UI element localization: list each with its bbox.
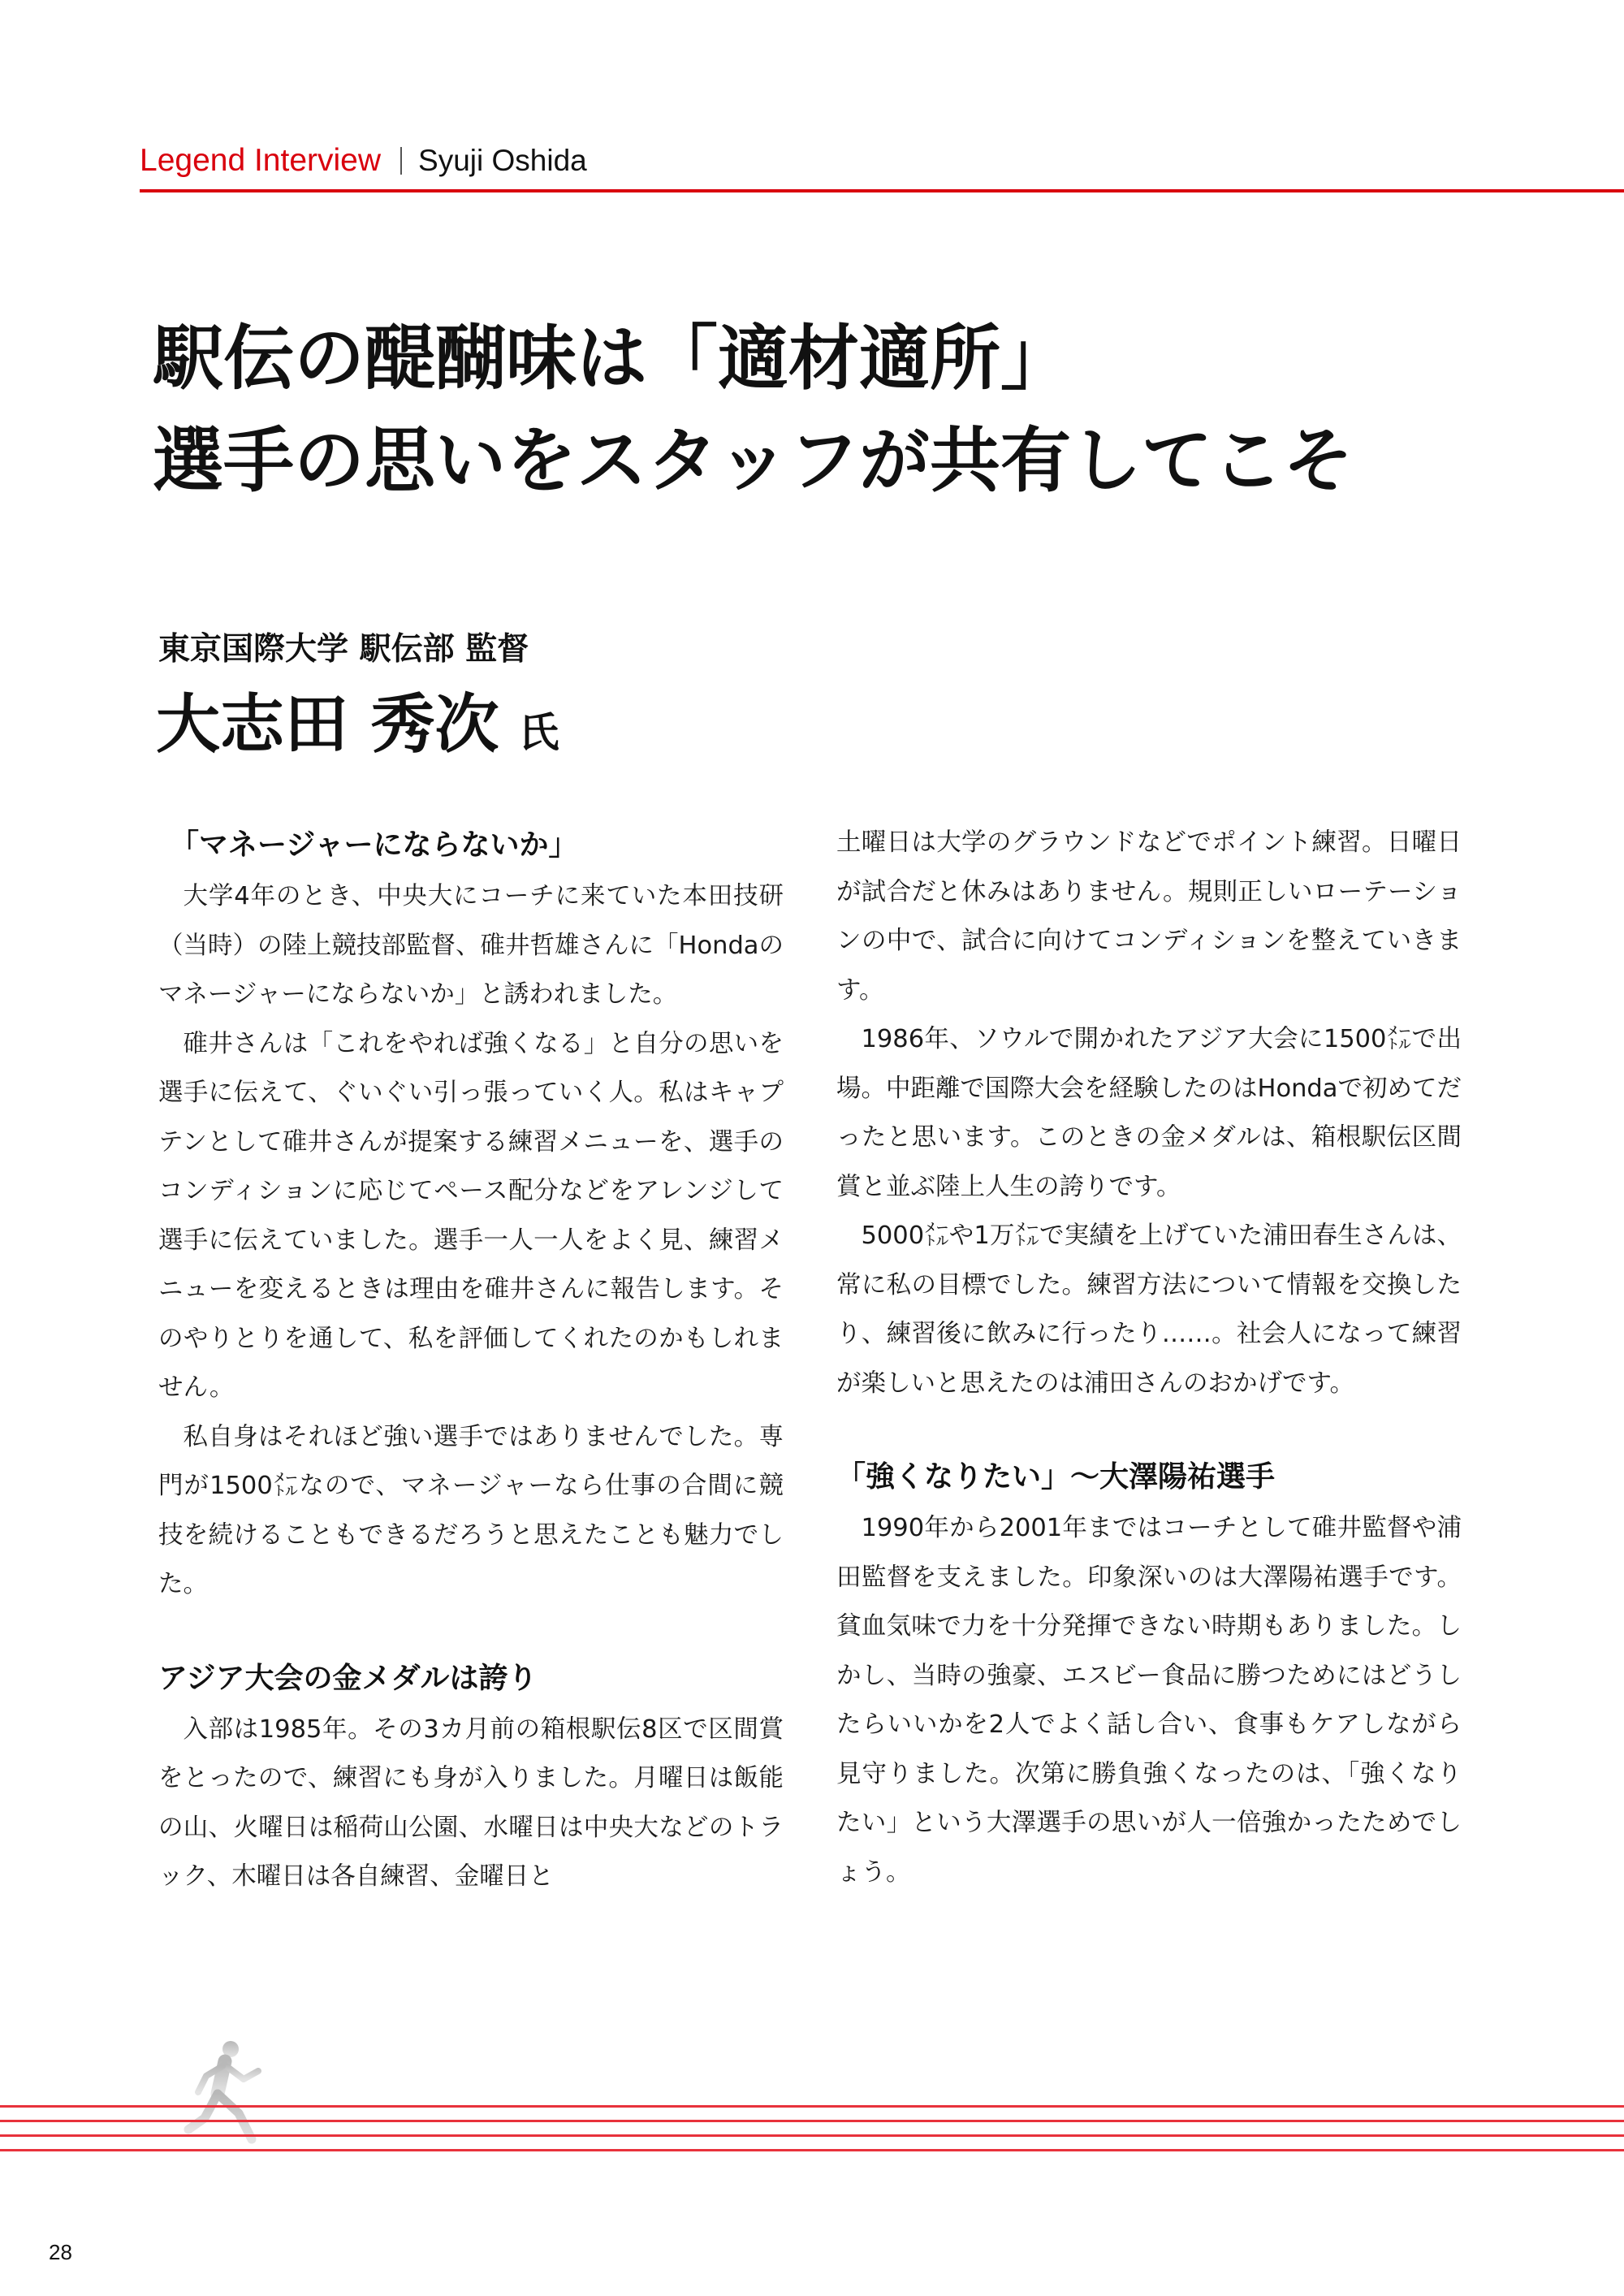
- section-gap: [836, 1408, 1462, 1451]
- body-paragraph: 土曜日は大学のグラウンドなどでポイント練習。日曜日が試合だと休みはありません。規則正しいローテーションの中で、試合に向けてコンディションを整えていきます。: [836, 828, 1462, 1005]
- track-line: [0, 2105, 1624, 2108]
- section-gap: [158, 1610, 784, 1652]
- body-paragraph: 1986年、ソウルで開かれたアジア大会に1500㍍で出場。中距離で国際大会を経験したのはHondaで初めてだったと思います。このときの金メダルは、箱根駅伝区間賞と並ぶ陸上人生の誇りです。: [836, 1025, 1462, 1201]
- section-heading: アジア大会の金メダルは誇り: [158, 1661, 538, 1695]
- interviewee-romanized-name: Syuji Oshida: [418, 144, 587, 177]
- body-paragraph: 碓井さんは「これをやれば強くなる」と自分の思いを選手に伝えて、ぐいぐい引っ張っていく人。私はキャプテンとして碓井さんが提案する練習メニューを、選手のコンディションに応じてペース配分などをアレンジして選手に伝えていました。選手一人一人をよく見、練習メニューを変えるときは理由を碓井さんに報告します。そのやりとりを通して、私を評価してくれたのかもしれません。: [158, 1029, 784, 1402]
- body-paragraph: 私自身はそれほど強い選手ではありませんでした。専門が1500㍍なので、マネージャーなら仕事の合間に競技を続けることもできるだろうと思えたことも魅力でした。: [158, 1422, 784, 1598]
- running-header: [140, 138, 587, 184]
- title-line-1: 駅伝の醍醐味は「適材適所」: [153, 317, 1071, 400]
- runner-silhouette-icon: [180, 2039, 270, 2156]
- section-heading: 「マネージャーにならないか」: [170, 828, 578, 862]
- body-paragraph: 大学4年のとき、中央大にコーチに来ていた本田技研（当時）の陸上競技部監督、碓井哲雄さんに「Hondaのマネージャーにならないか」と誘われました。: [158, 882, 784, 1009]
- body-paragraph: 1990年から2001年まではコーチとして碓井監督や浦田監督を支えました。印象深いのは大澤陽祐選手です。貧血気味で力を十分発揮できない時期もありました。しかし、当時の強豪、エスビー食品に勝つためにはどうしたらいいかを2人でよく話し合い、食事もケアしながら見守りました。次第に勝負強くなったのは、「強くなりたい」という大澤選手の思いが人一倍強かったためでしょう。: [836, 1514, 1462, 1887]
- body-paragraph: 入部は1985年。その3カ月前の箱根駅伝8区で区間賞をとったので、練習にも身が入りました。月曜日は飯能の山、火曜日は稲荷山公園、水曜日は中央大などのトラック、木曜日は各自練習、金曜日と: [158, 1714, 784, 1891]
- track-line: [0, 2149, 1624, 2151]
- body-paragraph: 5000㍍や1万㍍で実績を上げていた浦田春生さんは、常に私の目標でした。練習方法について情報を交換したり、練習後に飲みに行ったり……。社会人になって練習が楽しいと思えたのは浦田さんのおかげです。: [836, 1222, 1462, 1398]
- series-title: Legend Interview: [140, 143, 382, 178]
- header-separator: [400, 147, 402, 175]
- profile-name-block: [156, 684, 559, 773]
- header-rule: [140, 189, 1624, 192]
- section-heading: 「強くなりたい」〜大澤陽祐選手: [836, 1460, 1276, 1494]
- title-line-2: 選手の思いをスタッフが共有してこそ: [153, 419, 1354, 502]
- profile-honorific: 氏: [518, 709, 559, 756]
- right-column: [836, 819, 1462, 1897]
- track-line: [0, 2120, 1624, 2122]
- article-title: [153, 307, 1354, 512]
- track-line: [0, 2134, 1624, 2137]
- left-column: [158, 819, 784, 1902]
- profile-name: 大志田 秀次: [156, 687, 499, 762]
- page-number: 28: [49, 2240, 72, 2264]
- profile-affiliation: 東京国際大学 駅伝部 監督: [158, 631, 529, 668]
